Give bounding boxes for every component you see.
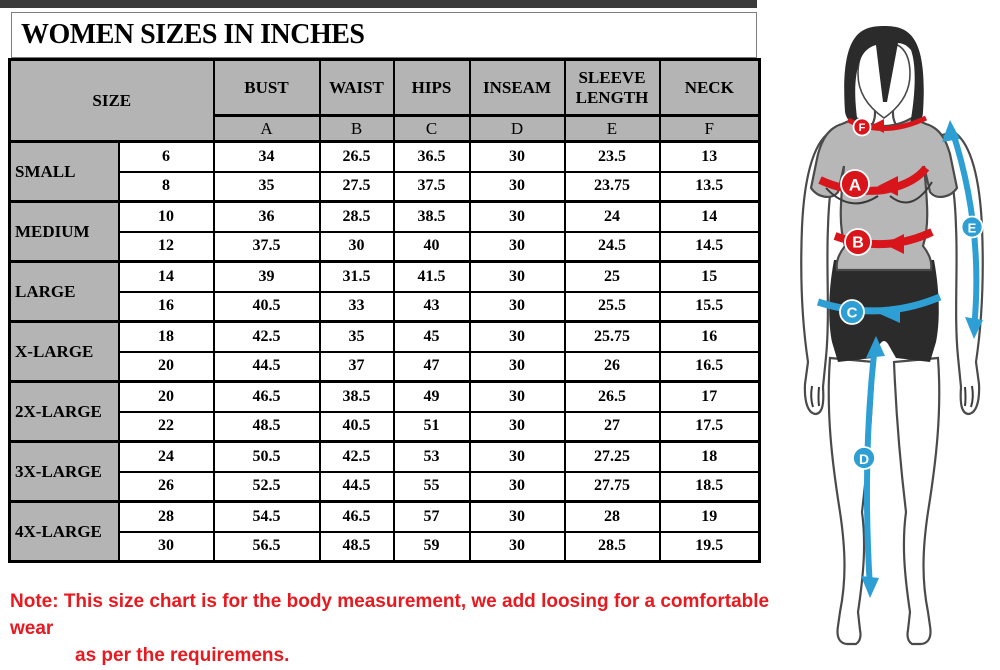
table-row (10, 502, 760, 532)
letter-e: E (565, 116, 660, 142)
marker-c-label: C (846, 304, 858, 322)
value-cell: 47 (394, 352, 470, 382)
size-number-cell: 26 (119, 472, 214, 502)
value-cell: 41.5 (394, 262, 470, 292)
note-line-2: as per the requiremens. (75, 645, 290, 666)
table-row (10, 262, 760, 292)
size-group-label: 4X-LARGE (10, 502, 119, 562)
value-cell: 30 (320, 232, 394, 262)
value-cell: 40 (394, 232, 470, 262)
size-number-cell: 12 (119, 232, 214, 262)
header-bust: BUST (214, 60, 320, 116)
table-row (10, 472, 760, 502)
value-cell: 26.5 (320, 142, 394, 172)
table-row (10, 142, 760, 172)
table-row (10, 322, 760, 352)
value-cell: 45 (394, 322, 470, 352)
value-cell: 51 (394, 412, 470, 442)
value-cell: 27 (565, 412, 660, 442)
value-cell: 40.5 (214, 292, 320, 322)
header-hips: HIPS (394, 60, 470, 116)
table-row (10, 292, 760, 322)
value-cell: 15.5 (660, 292, 760, 322)
header-sleeve-length: SLEEVE LENGTH (565, 60, 660, 116)
value-cell: 17 (660, 382, 760, 412)
value-cell: 18.5 (660, 472, 760, 502)
table-row (10, 442, 760, 472)
size-number-cell: 20 (119, 382, 214, 412)
value-cell: 30 (470, 382, 565, 412)
header-waist: WAIST (320, 60, 394, 116)
value-cell: 13 (660, 142, 760, 172)
value-cell: 28 (565, 502, 660, 532)
size-number-cell: 10 (119, 202, 214, 232)
value-cell: 13.5 (660, 172, 760, 202)
value-cell: 30 (470, 502, 565, 532)
value-cell: 27.25 (565, 442, 660, 472)
header-inseam: INSEAM (470, 60, 565, 116)
table-row (10, 352, 760, 382)
value-cell: 30 (470, 142, 565, 172)
value-cell: 42.5 (214, 322, 320, 352)
value-cell: 36.5 (394, 142, 470, 172)
page-title: WOMEN SIZES IN INCHES (21, 19, 365, 50)
letter-a: A (214, 116, 320, 142)
header-size: SIZE (10, 60, 214, 142)
title-box (11, 12, 757, 58)
marker-b-label: B (852, 234, 864, 252)
value-cell: 27.5 (320, 172, 394, 202)
value-cell: 38.5 (320, 382, 394, 412)
value-cell: 30 (470, 442, 565, 472)
value-cell: 30 (470, 232, 565, 262)
value-cell: 33 (320, 292, 394, 322)
value-cell: 18 (660, 442, 760, 472)
value-cell: 28.5 (320, 202, 394, 232)
size-group-label: MEDIUM (10, 202, 119, 262)
value-cell: 27.75 (565, 472, 660, 502)
value-cell: 25.5 (565, 292, 660, 322)
value-cell: 23.5 (565, 142, 660, 172)
value-cell: 25.75 (565, 322, 660, 352)
table-row (10, 532, 760, 562)
value-cell: 42.5 (320, 442, 394, 472)
note-line-1: Note: This size chart is for the body measurement, we add loosing for a comfortable wear (10, 591, 770, 639)
value-cell: 30 (470, 472, 565, 502)
letter-b: B (320, 116, 394, 142)
size-number-cell: 6 (119, 142, 214, 172)
value-cell: 30 (470, 322, 565, 352)
inseam-arrowhead-bottom (861, 576, 879, 598)
value-cell: 35 (214, 172, 320, 202)
size-number-cell: 28 (119, 502, 214, 532)
value-cell: 46.5 (320, 502, 394, 532)
women-size-table (8, 58, 761, 563)
marker-e-label: E (967, 220, 977, 236)
top-border-strip (0, 0, 757, 8)
value-cell: 15 (660, 262, 760, 292)
size-number-cell: 22 (119, 412, 214, 442)
right-leg (894, 358, 939, 644)
value-cell: 54.5 (214, 502, 320, 532)
value-cell: 48.5 (320, 532, 394, 562)
size-group-label: LARGE (10, 262, 119, 322)
value-cell: 44.5 (214, 352, 320, 382)
header-neck: NECK (660, 60, 760, 116)
value-cell: 43 (394, 292, 470, 322)
value-cell: 46.5 (214, 382, 320, 412)
size-number-cell: 14 (119, 262, 214, 292)
value-cell: 57 (394, 502, 470, 532)
letter-d: D (470, 116, 565, 142)
value-cell: 26.5 (565, 382, 660, 412)
value-cell: 30 (470, 262, 565, 292)
value-cell: 55 (394, 472, 470, 502)
table-header (10, 60, 760, 142)
value-cell: 36 (214, 202, 320, 232)
table-row (10, 232, 760, 262)
value-cell: 16.5 (660, 352, 760, 382)
value-cell: 17.5 (660, 412, 760, 442)
size-number-cell: 20 (119, 352, 214, 382)
size-number-cell: 18 (119, 322, 214, 352)
value-cell: 37 (320, 352, 394, 382)
value-cell: 59 (394, 532, 470, 562)
letter-f: F (660, 116, 760, 142)
sleeve-arrowhead-top (942, 120, 960, 142)
size-group-label: 3X-LARGE (10, 442, 119, 502)
size-table-body (10, 142, 760, 562)
size-group-label: X-LARGE (10, 322, 119, 382)
value-cell: 16 (660, 322, 760, 352)
value-cell: 30 (470, 292, 565, 322)
size-number-cell: 16 (119, 292, 214, 322)
marker-d-label: D (858, 451, 870, 467)
value-cell: 24.5 (565, 232, 660, 262)
header-row (10, 60, 760, 116)
value-cell: 23.75 (565, 172, 660, 202)
marker-f-label: F (858, 122, 866, 134)
value-cell: 40.5 (320, 412, 394, 442)
value-cell: 50.5 (214, 442, 320, 472)
table-row (10, 382, 760, 412)
size-number-cell: 24 (119, 442, 214, 472)
size-group-label: SMALL (10, 142, 119, 202)
value-cell: 37.5 (394, 172, 470, 202)
value-cell: 25 (565, 262, 660, 292)
value-cell: 48.5 (214, 412, 320, 442)
value-cell: 19 (660, 502, 760, 532)
value-cell: 30 (470, 412, 565, 442)
value-cell: 52.5 (214, 472, 320, 502)
value-cell: 28.5 (565, 532, 660, 562)
value-cell: 34 (214, 142, 320, 172)
size-number-cell: 30 (119, 532, 214, 562)
value-cell: 38.5 (394, 202, 470, 232)
marker-a-label: A (848, 175, 862, 195)
table-row (10, 202, 760, 232)
value-cell: 19.5 (660, 532, 760, 562)
value-cell: 35 (320, 322, 394, 352)
body-measurement-figure (790, 12, 1000, 667)
letter-c: C (394, 116, 470, 142)
table-row (10, 172, 760, 202)
value-cell: 37.5 (214, 232, 320, 262)
value-cell: 49 (394, 382, 470, 412)
value-cell: 31.5 (320, 262, 394, 292)
value-cell: 30 (470, 202, 565, 232)
value-cell: 44.5 (320, 472, 394, 502)
value-cell: 39 (214, 262, 320, 292)
value-cell: 14.5 (660, 232, 760, 262)
value-cell: 53 (394, 442, 470, 472)
value-cell: 26 (565, 352, 660, 382)
size-number-cell: 8 (119, 172, 214, 202)
value-cell: 24 (565, 202, 660, 232)
table-row (10, 412, 760, 442)
value-cell: 14 (660, 202, 760, 232)
value-cell: 30 (470, 532, 565, 562)
size-group-label: 2X-LARGE (10, 382, 119, 442)
value-cell: 56.5 (214, 532, 320, 562)
value-cell: 30 (470, 172, 565, 202)
note-text (10, 588, 780, 669)
value-cell: 30 (470, 352, 565, 382)
